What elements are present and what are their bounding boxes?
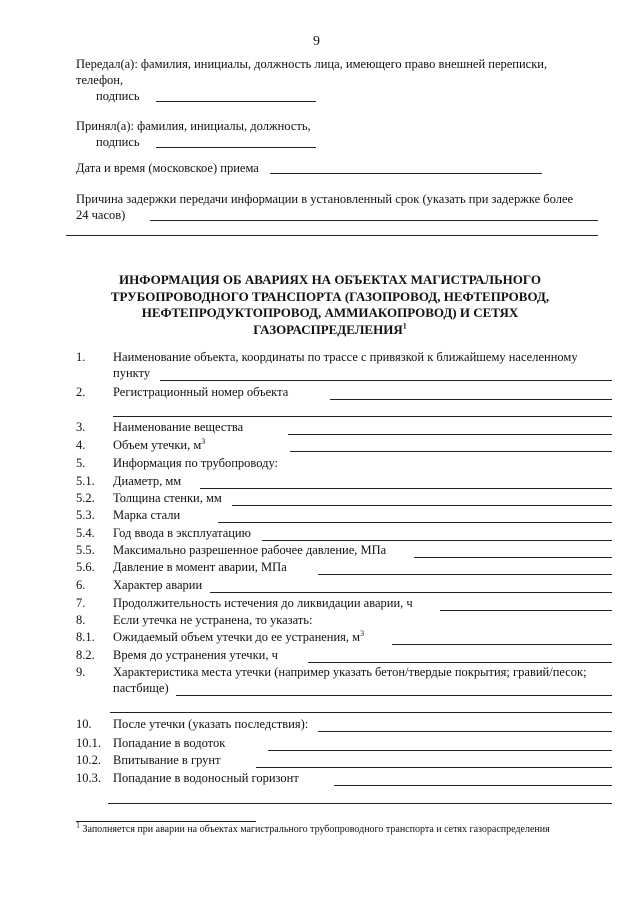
item-10-1-label: Попадание в водоток	[113, 736, 226, 750]
item-5-label: Информация по трубопроводу:	[113, 456, 279, 470]
item-10-1-number: 10.1.	[76, 736, 101, 750]
item-2-field-extra[interactable]	[113, 416, 612, 417]
item-5-4-label: Год ввода в эксплуатацию	[113, 526, 251, 540]
item-5-6-label: Давление в момент аварии, МПа	[113, 560, 287, 574]
item-8-2-number: 8.2.	[76, 648, 95, 662]
title-line-1: ИНФОРМАЦИЯ ОБ АВАРИЯХ НА ОБЪЕКТАХ МАГИСТРАЛЬНОГО	[119, 272, 541, 287]
item-8-1-label-text: Ожидаемый объем утечки до ее устранения, м	[113, 630, 361, 644]
item-8-1-number: 8.1.	[76, 630, 95, 644]
item-5-2-field[interactable]	[232, 505, 612, 506]
item-5-5-field[interactable]	[414, 557, 612, 558]
receiver-signature-field[interactable]	[156, 147, 316, 148]
item-8-label: Если утечка не устранена, то указать:	[113, 613, 313, 627]
item-10-field[interactable]	[318, 731, 612, 732]
delay-label-24h: 24 часов)	[76, 208, 126, 222]
page-number: 9	[313, 34, 320, 49]
item-8-2-field[interactable]	[308, 662, 612, 663]
item-5-6-field[interactable]	[318, 574, 612, 575]
item-10-2-field[interactable]	[256, 767, 612, 768]
sender-label-phone: телефон,	[76, 73, 124, 87]
item-1-label: Наименование объекта, координаты по трассе с привязкой к ближайшему населенному	[113, 350, 578, 364]
item-5-5-number: 5.5.	[76, 543, 95, 557]
item-5-4-field[interactable]	[262, 540, 612, 541]
item-5-3-number: 5.3.	[76, 508, 95, 522]
item-4-label-text: Объем утечки, м	[113, 438, 202, 452]
sender-signature-label: подпись	[96, 89, 140, 103]
item-5-2-number: 5.2.	[76, 491, 95, 505]
item-4-unit-exponent: 3	[201, 436, 206, 446]
item-8-1-label	[113, 630, 364, 645]
item-5-3-field[interactable]	[218, 522, 612, 523]
item-4-label	[113, 438, 205, 453]
footnote-mark: 1	[76, 820, 80, 830]
item-1-number: 1.	[76, 350, 86, 364]
item-10-3-field[interactable]	[334, 785, 612, 786]
item-8-number: 8.	[76, 613, 86, 627]
title-line-4-text: ГАЗОРАСПРЕДЕЛЕНИЯ	[253, 321, 403, 337]
item-1-field[interactable]	[160, 380, 612, 381]
form-title	[90, 272, 570, 338]
item-9-field-extra[interactable]	[110, 712, 612, 713]
item-3-field[interactable]	[288, 434, 612, 435]
item-5-1-number: 5.1.	[76, 474, 95, 488]
item-3-number: 3.	[76, 420, 86, 434]
item-9-number: 9.	[76, 665, 86, 679]
item-5-1-label: Диаметр, мм	[113, 474, 182, 488]
item-6-field[interactable]	[210, 592, 612, 593]
item-4-number: 4.	[76, 438, 86, 452]
date-label: Дата и время (московское) приема	[76, 161, 259, 175]
sender-signature-field[interactable]	[156, 101, 316, 102]
item-8-1-unit-exponent: 3	[360, 628, 365, 638]
footnote-text: Заполняется при аварии на объектах магистрального трубопроводного транспорта и сетях газораспределения	[82, 824, 550, 835]
item-10-3-field-extra[interactable]	[108, 803, 612, 804]
footnote	[76, 820, 550, 835]
title-line-2: ТРУБОПРОВОДНОГО ТРАНСПОРТА (ГАЗОПРОВОД, НЕФТЕПРОВОД,	[110, 288, 550, 304]
footnote-divider	[76, 821, 256, 822]
title-footnote-mark: 1	[402, 321, 407, 331]
item-1-label-cont: пункту	[113, 366, 151, 380]
item-7-field[interactable]	[440, 610, 612, 611]
item-10-2-number: 10.2.	[76, 753, 101, 767]
item-2-number: 2.	[76, 385, 86, 399]
item-2-label: Регистрационный номер объекта	[113, 385, 289, 399]
receiver-label: Принял(а): фамилия, инициалы, должность,	[76, 119, 311, 133]
item-10-3-number: 10.3.	[76, 771, 101, 785]
item-10-label: После утечки (указать последствия):	[113, 717, 309, 731]
item-9-label: Характеристика места утечки (например указать бетон/твердые покрытия; гравий/песок;	[113, 665, 587, 679]
delay-field-extra-line[interactable]	[66, 235, 598, 236]
item-8-1-field[interactable]	[392, 644, 612, 645]
item-5-number: 5.	[76, 456, 86, 470]
item-6-number: 6.	[76, 578, 86, 592]
receiver-signature-label: подпись	[96, 135, 140, 149]
item-5-3-label: Марка стали	[113, 508, 181, 522]
item-9-label-cont: пастбище)	[113, 681, 169, 695]
item-2-field[interactable]	[330, 399, 612, 400]
item-10-3-label: Попадание в водоносный горизонт	[113, 771, 299, 785]
item-5-1-field[interactable]	[200, 488, 612, 489]
item-10-number: 10.	[76, 717, 92, 731]
sender-label: Передал(а): фамилия, инициалы, должность лица, имеющего право внешней переписки,	[76, 57, 548, 71]
item-7-label: Продолжительность истечения до ликвидации аварии, ч	[113, 596, 413, 610]
item-7-number: 7.	[76, 596, 86, 610]
item-6-label: Характер аварии	[113, 578, 203, 592]
delay-field[interactable]	[150, 220, 598, 221]
item-5-4-number: 5.4.	[76, 526, 95, 540]
item-5-2-label: Толщина стенки, мм	[113, 491, 222, 505]
delay-label: Причина задержки передачи информации в установленный срок (указать при задержке более	[76, 192, 574, 206]
item-5-5-label: Максимально разрешенное рабочее давление, МПа	[113, 543, 387, 557]
item-5-6-number: 5.6.	[76, 560, 95, 574]
item-8-2-label: Время до устранения утечки, ч	[113, 648, 278, 662]
date-field[interactable]	[270, 173, 542, 174]
item-4-field[interactable]	[290, 451, 612, 452]
item-10-2-label: Впитывание в грунт	[113, 753, 221, 767]
title-line-3: НЕФТЕПРОДУКТОПРОВОД, АММИАКОПРОВОД) И СЕТЯХ	[141, 305, 519, 320]
item-3-label: Наименование вещества	[113, 420, 244, 434]
item-10-1-field[interactable]	[268, 750, 612, 751]
item-9-field[interactable]	[176, 695, 612, 696]
title-line-4	[90, 322, 570, 339]
